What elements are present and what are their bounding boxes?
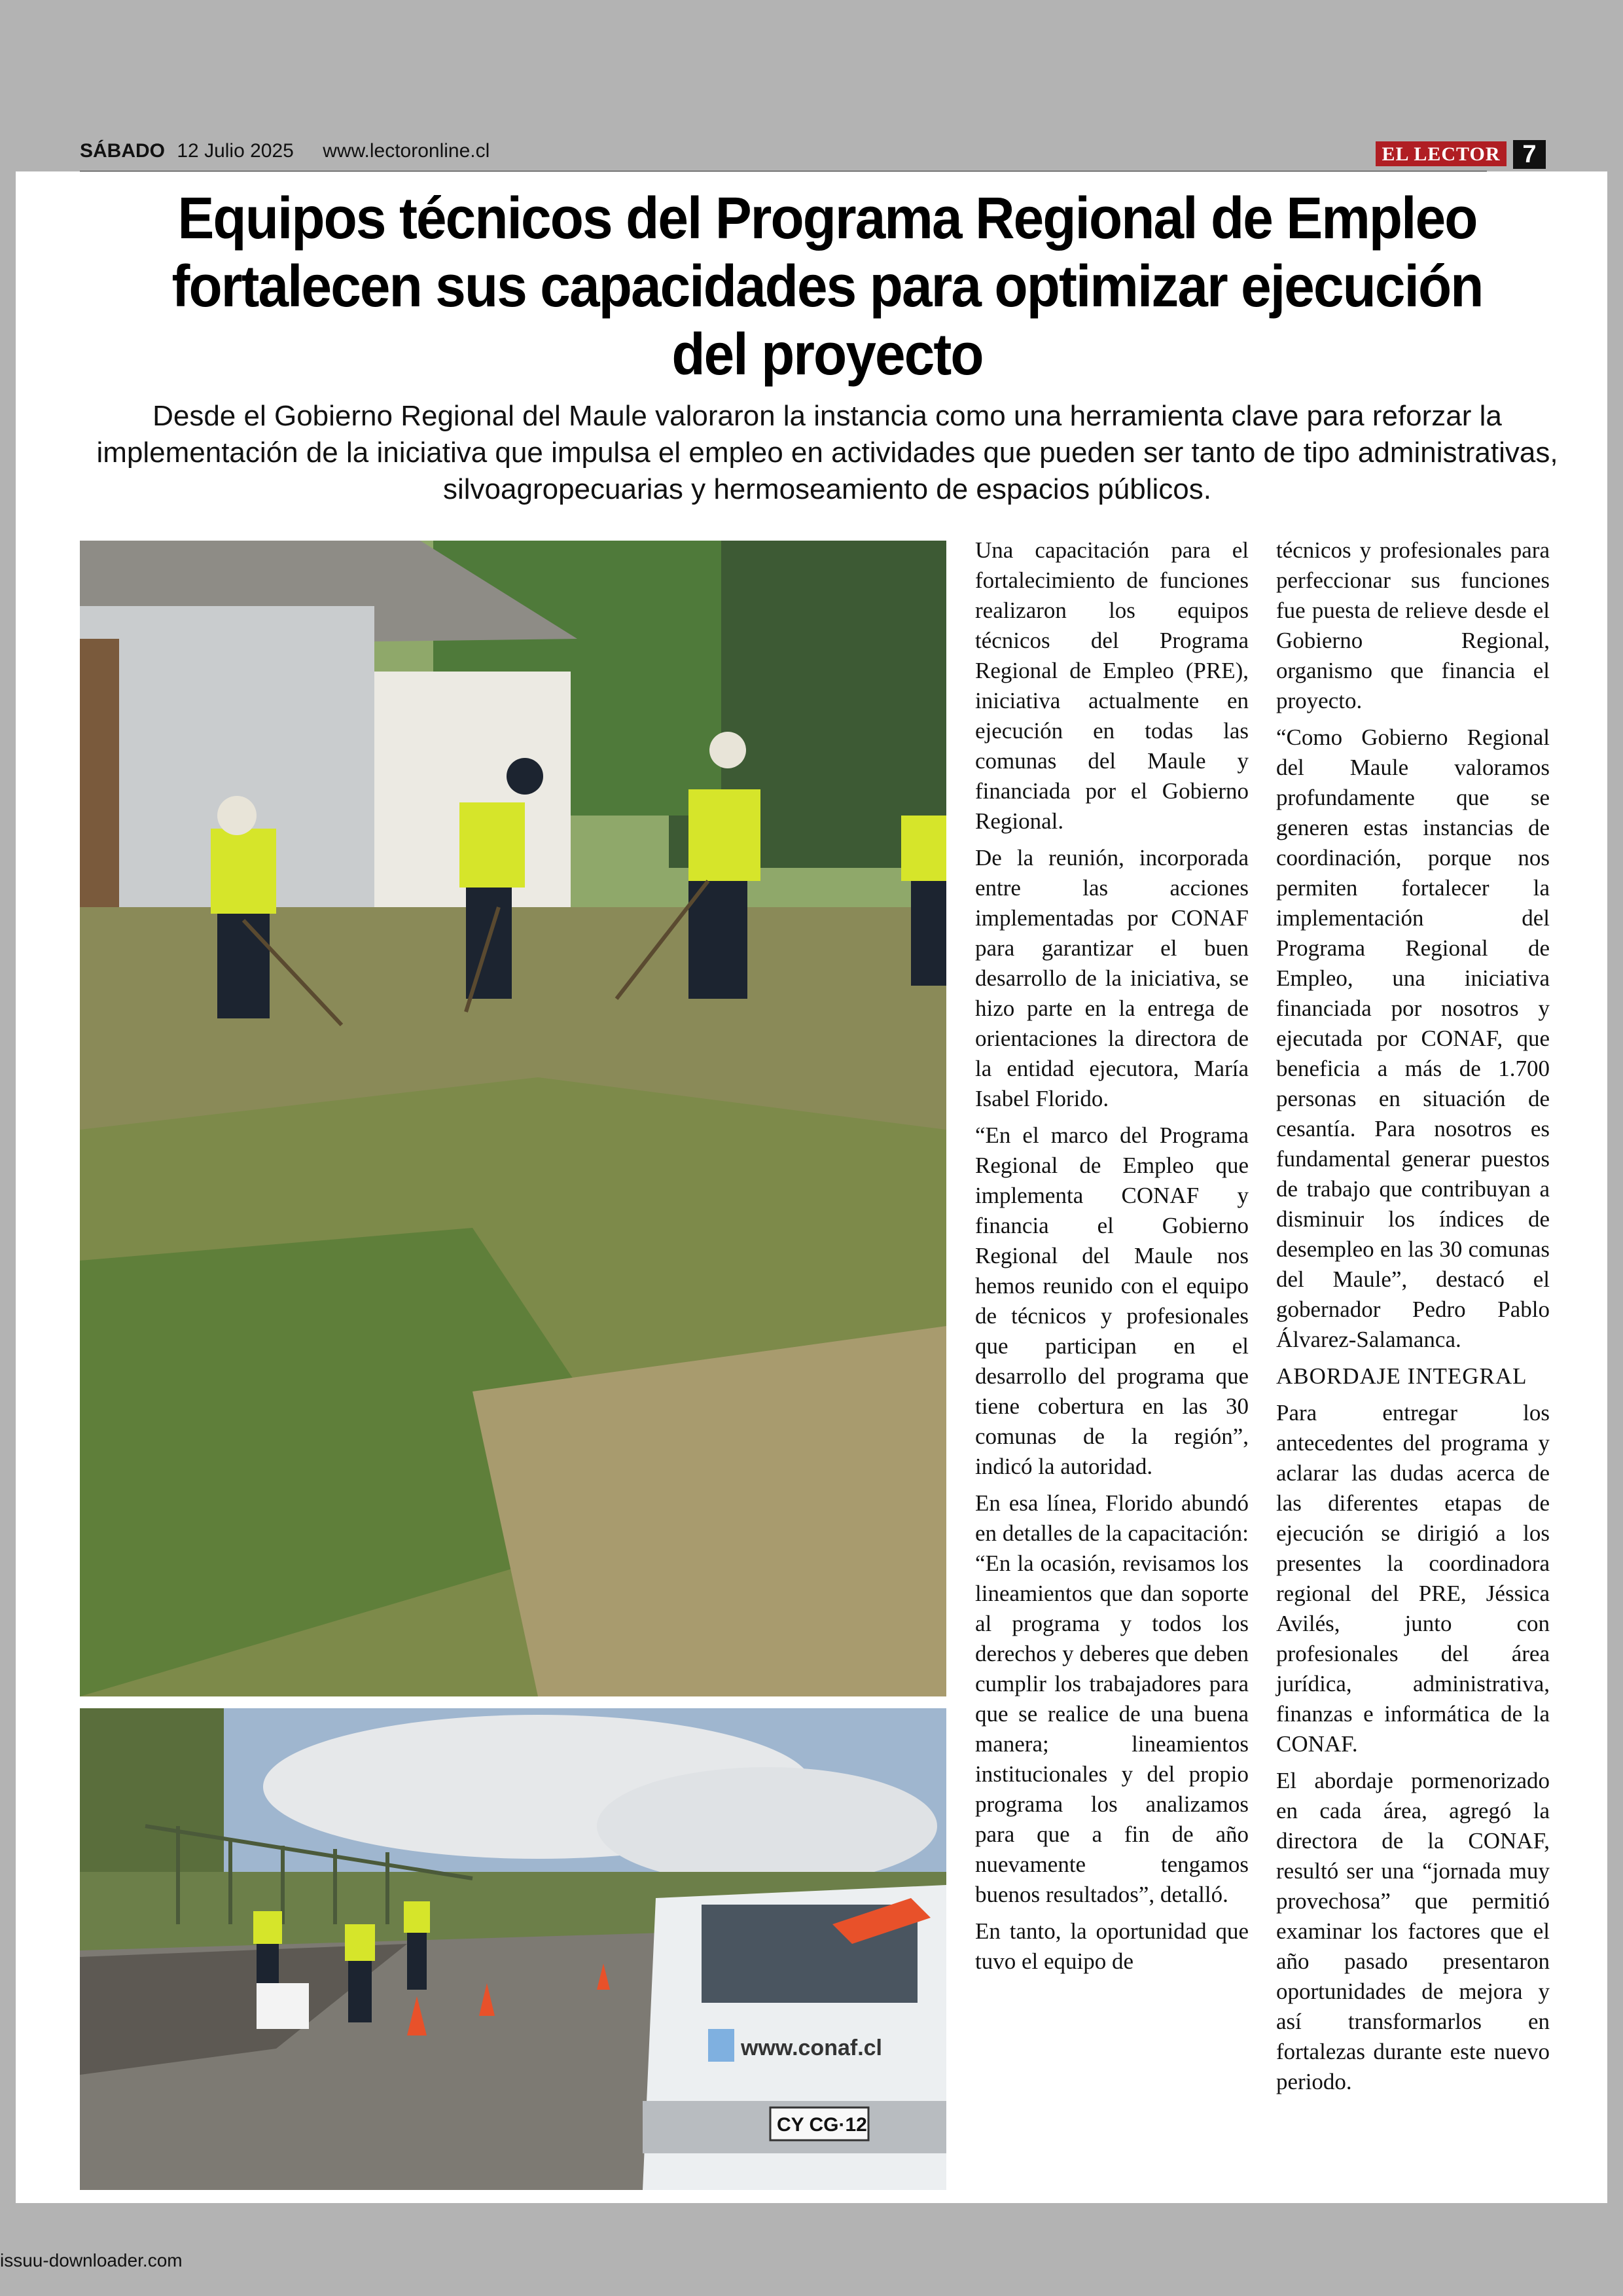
paragraph: Una capacitación para el fortalecimiento de funciones realizaron los equipos técnicos del Programa Regional de Empleo (PRE), iniciativa actualmente en ejecución en todas las comunas del Maule y financiada por el Gobierno Regional. — [975, 537, 1249, 834]
header-day: SÁBADO — [80, 140, 166, 162]
paragraph: En esa línea, Florido abundó en detalles de la capacitación: “En la ocasión, revisamos los lineamientos que dan soporte al programa y todos los derechos y deberes que deben cumplir los trabajadores para que se realice de una buena manera; lineamientos institucionales y del propio programa los analizamos para que a fin de año nuevamente tengamos buenos resultados”, detalló. — [975, 1490, 1249, 1907]
subheading: ABORDAJE INTEGRAL — [1276, 1363, 1527, 1389]
photo-workers-roadside-conaf-truck — [80, 1708, 946, 2190]
paragraph: El abordaje pormenorizado en cada área, agregó la directora de la CONAF, resultó ser una “jornada muy provechosa” que permitió examinar los factores que el año pasado presentaron oportunidades de mejora y así transformarlos en fortalezas durante este nuevo periodo. — [1276, 1768, 1550, 2094]
article-page — [16, 171, 1607, 2203]
lead-paragraph: Desde el Gobierno Regional del Maule valoraron la instancia como una herramienta clave para reforzar la implementación de la iniciativa que impulsa el empleo en actividades que pueden ser tanto de tipo administrativas, silvoagropecuarias y hermoseamiento de espacios públicos. — [96, 400, 1558, 505]
paragraph: De la reunión, incorporada entre las acciones implementadas por CONAF para garantizar el buen desarrollo de la iniciativa, se hizo parte en la entrega de orientaciones la directora de la entidad ejecutora, María Isabel Florido. — [975, 845, 1249, 1111]
header-website[interactable]: www.lectoronline.cl — [323, 140, 490, 162]
paragraph: Para entregar los antecedentes del programa y aclarar las dudas acerca de las diferentes etapas de ejecución se dirigió a los presentes la coordinadora regional del PRE, Jéssica Avilés, junto con profesionales del área jurídica, administrativa, finanzas e informática de la CONAF. — [1276, 1400, 1550, 1757]
watermark: issuu-downloader.com — [0, 2250, 183, 2270]
truck-website-text: www.conaf.cl — [741, 2036, 883, 2060]
el-lector-logo: EL LECTOR — [1376, 141, 1507, 166]
paragraph: “En el marco del Programa Regional de Empleo que implementa CONAF y financia el Gobierno Regional del Maule nos hemos reunido con el equipo de técnicos y profesionales que participan en el desarrollo del programa que tiene cobertura en las 30 comunas de la región”, indicó la autoridad. — [975, 1122, 1249, 1479]
text-column-2 — [1276, 535, 1550, 2104]
paragraph: técnicos y profesionales para perfeccionar sus funciones fue puesta de relieve desde el Gobierno Regional, organismo que financia el proyecto. — [1276, 537, 1550, 713]
headline: Equipos técnicos del Programa Regional de Empleo fortalecen sus capacidades para optimizar ejecución del proyecto — [171, 186, 1483, 387]
page-header — [80, 140, 1546, 170]
paragraph: En tanto, la oportunidad que tuvo el equipo de — [975, 1918, 1249, 1974]
license-plate: CY CG·12 — [777, 2114, 867, 2136]
photo-workers-raking-grass — [80, 541, 946, 1696]
page-number: 7 — [1513, 140, 1546, 169]
paragraph: “Como Gobierno Regional del Maule valoramos profundamente que se generen estas instancias de coordinación, porque nos permiten fortalecer la implementación del Programa Regional de Empleo, una iniciativa financiada por nosotros y ejecutada por CONAF, que beneficia a más de 1.700 personas en situación de cesantía. Para nosotros es fundamental generar puestos de trabajo que contribuyan a disminuir los índices de desempleo en las 30 comunas del Maule”, destacó el gobernador Pedro Pablo Álvarez-Salamanca. — [1276, 725, 1550, 1352]
text-column-1 — [975, 535, 1249, 1983]
header-date: 12 Julio 2025 — [177, 140, 294, 162]
